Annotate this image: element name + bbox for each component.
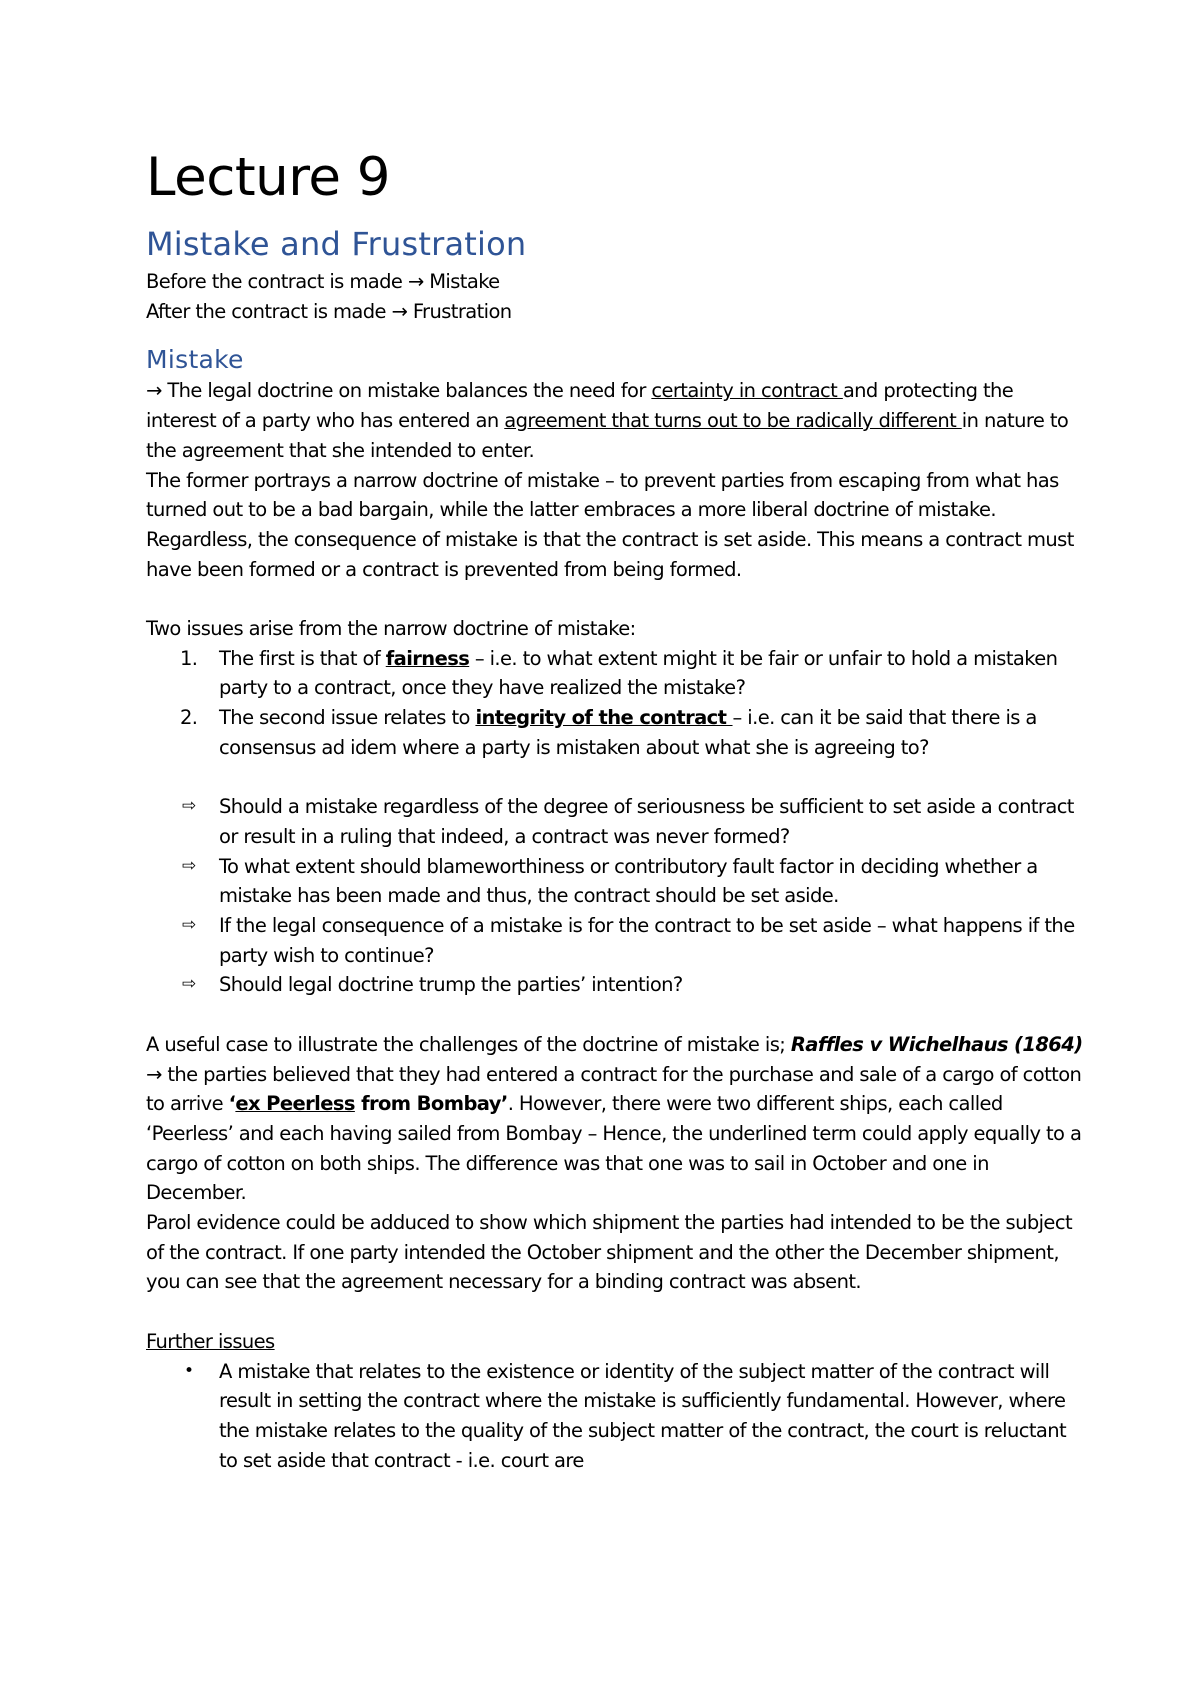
intro-line-mistake: Before the contract is made → Mistake bbox=[146, 270, 500, 293]
bullet-icon: • bbox=[184, 1360, 194, 1381]
arrow-icon: → bbox=[407, 270, 424, 293]
heading-mistake: Mistake bbox=[146, 345, 244, 375]
arrow-icon: → bbox=[146, 1062, 162, 1086]
mistake-paragraph-2: The former portrays a narrow doctrine of mistake – to prevent parties from escaping from what has turned out to be a bad bargain, while the latter embraces a more liberal doctrine of mistake. bbox=[146, 468, 1059, 522]
implies-arrow-icon: ⇨ bbox=[182, 915, 196, 936]
document-title: Lecture 9 bbox=[146, 147, 391, 208]
case-name: Raffles v Wichelhaus (1864) bbox=[790, 1032, 1083, 1056]
document-body bbox=[146, 146, 1086, 1475]
further-issues-heading: Further issues bbox=[146, 1329, 275, 1353]
list-item: • A mistake that relates to the existence or identity of the subject matter of the contract will result in setting the contract where the mistake is sufficiently fundamental. However, where the mistake relates to the quality of the subject matter of the contract, the court is reluctant to set aside that contract - i.e. court are bbox=[146, 1357, 1086, 1476]
implies-arrow-icon: ⇨ bbox=[182, 796, 196, 817]
further-issues-list bbox=[146, 1357, 1086, 1476]
arrow-icon: → bbox=[146, 379, 162, 403]
list-item: ⇨ If the legal consequence of a mistake is for the contract to be set aside – what happens if the party wish to continue? bbox=[146, 911, 1086, 970]
questions-list bbox=[146, 792, 1086, 1000]
issues-intro: Two issues arise from the narrow doctrine of mistake: bbox=[146, 617, 636, 641]
arrow-icon: → bbox=[391, 299, 408, 323]
list-number: 2. bbox=[180, 706, 198, 730]
list-item: ⇨ Should legal doctrine trump the parties’ intention? bbox=[146, 970, 1086, 1000]
parol-evidence-paragraph: Parol evidence could be adduced to show which shipment the parties had intended to be the subject of the contract. If one party intended the October shipment and the other the December shipment, you can see that the agreement necessary for a binding contract was absent. bbox=[146, 1211, 1072, 1294]
list-item: 1. The first is that of fairness – i.e. to what extent might it be fair or unfair to hold a mistaken party to a contract, once they have realized the mistake? bbox=[146, 644, 1086, 703]
implies-arrow-icon: ⇨ bbox=[182, 855, 196, 876]
list-item: ⇨ To what extent should blameworthiness or contributory fault factor in deciding whether a mistake has been made and thus, the contract should be set aside. bbox=[146, 852, 1086, 911]
case-paragraph: A useful case to illustrate the challenges of the doctrine of mistake is; Raffles v Wichelhaus (1864) → the parties believed that they had entered a contract for the purchase and sale of a cargo of cotton to arrive ‘ex Peerless from Bombay’. However, there were two different ships, each called ‘Peerless’ and each having sailed from Bombay – Hence, the underlined term could apply equally to a cargo of cotton on both ships. The difference was that one was to sail in October and one in December. bbox=[146, 1032, 1083, 1205]
intro-line-frustration: After the contract is made → Frustration bbox=[146, 299, 512, 323]
mistake-paragraph-1: → The legal doctrine on mistake balances the need for certainty in contract and protecting the interest of a party who has entered an agreement that turns out to be radically different in nature to the agreement that she intended to enter. bbox=[146, 379, 1069, 462]
list-item: ⇨ Should a mistake regardless of the degree of seriousness be sufficient to set aside a contract or result in a ruling that indeed, a contract was never formed? bbox=[146, 792, 1086, 851]
issues-list bbox=[146, 644, 1086, 763]
heading-mistake-and-frustration: Mistake and Frustration bbox=[146, 225, 527, 263]
list-number: 1. bbox=[180, 646, 198, 670]
implies-arrow-icon: ⇨ bbox=[182, 974, 196, 995]
mistake-paragraph-3: Regardless, the consequence of mistake is that the contract is set aside. This means a contract must have been formed or a contract is prevented from being formed. bbox=[146, 527, 1074, 581]
list-item: 2. The second issue relates to integrity of the contract – i.e. can it be said that there is a consensus ad idem where a party is mistaken about what she is agreeing to? bbox=[146, 703, 1086, 762]
